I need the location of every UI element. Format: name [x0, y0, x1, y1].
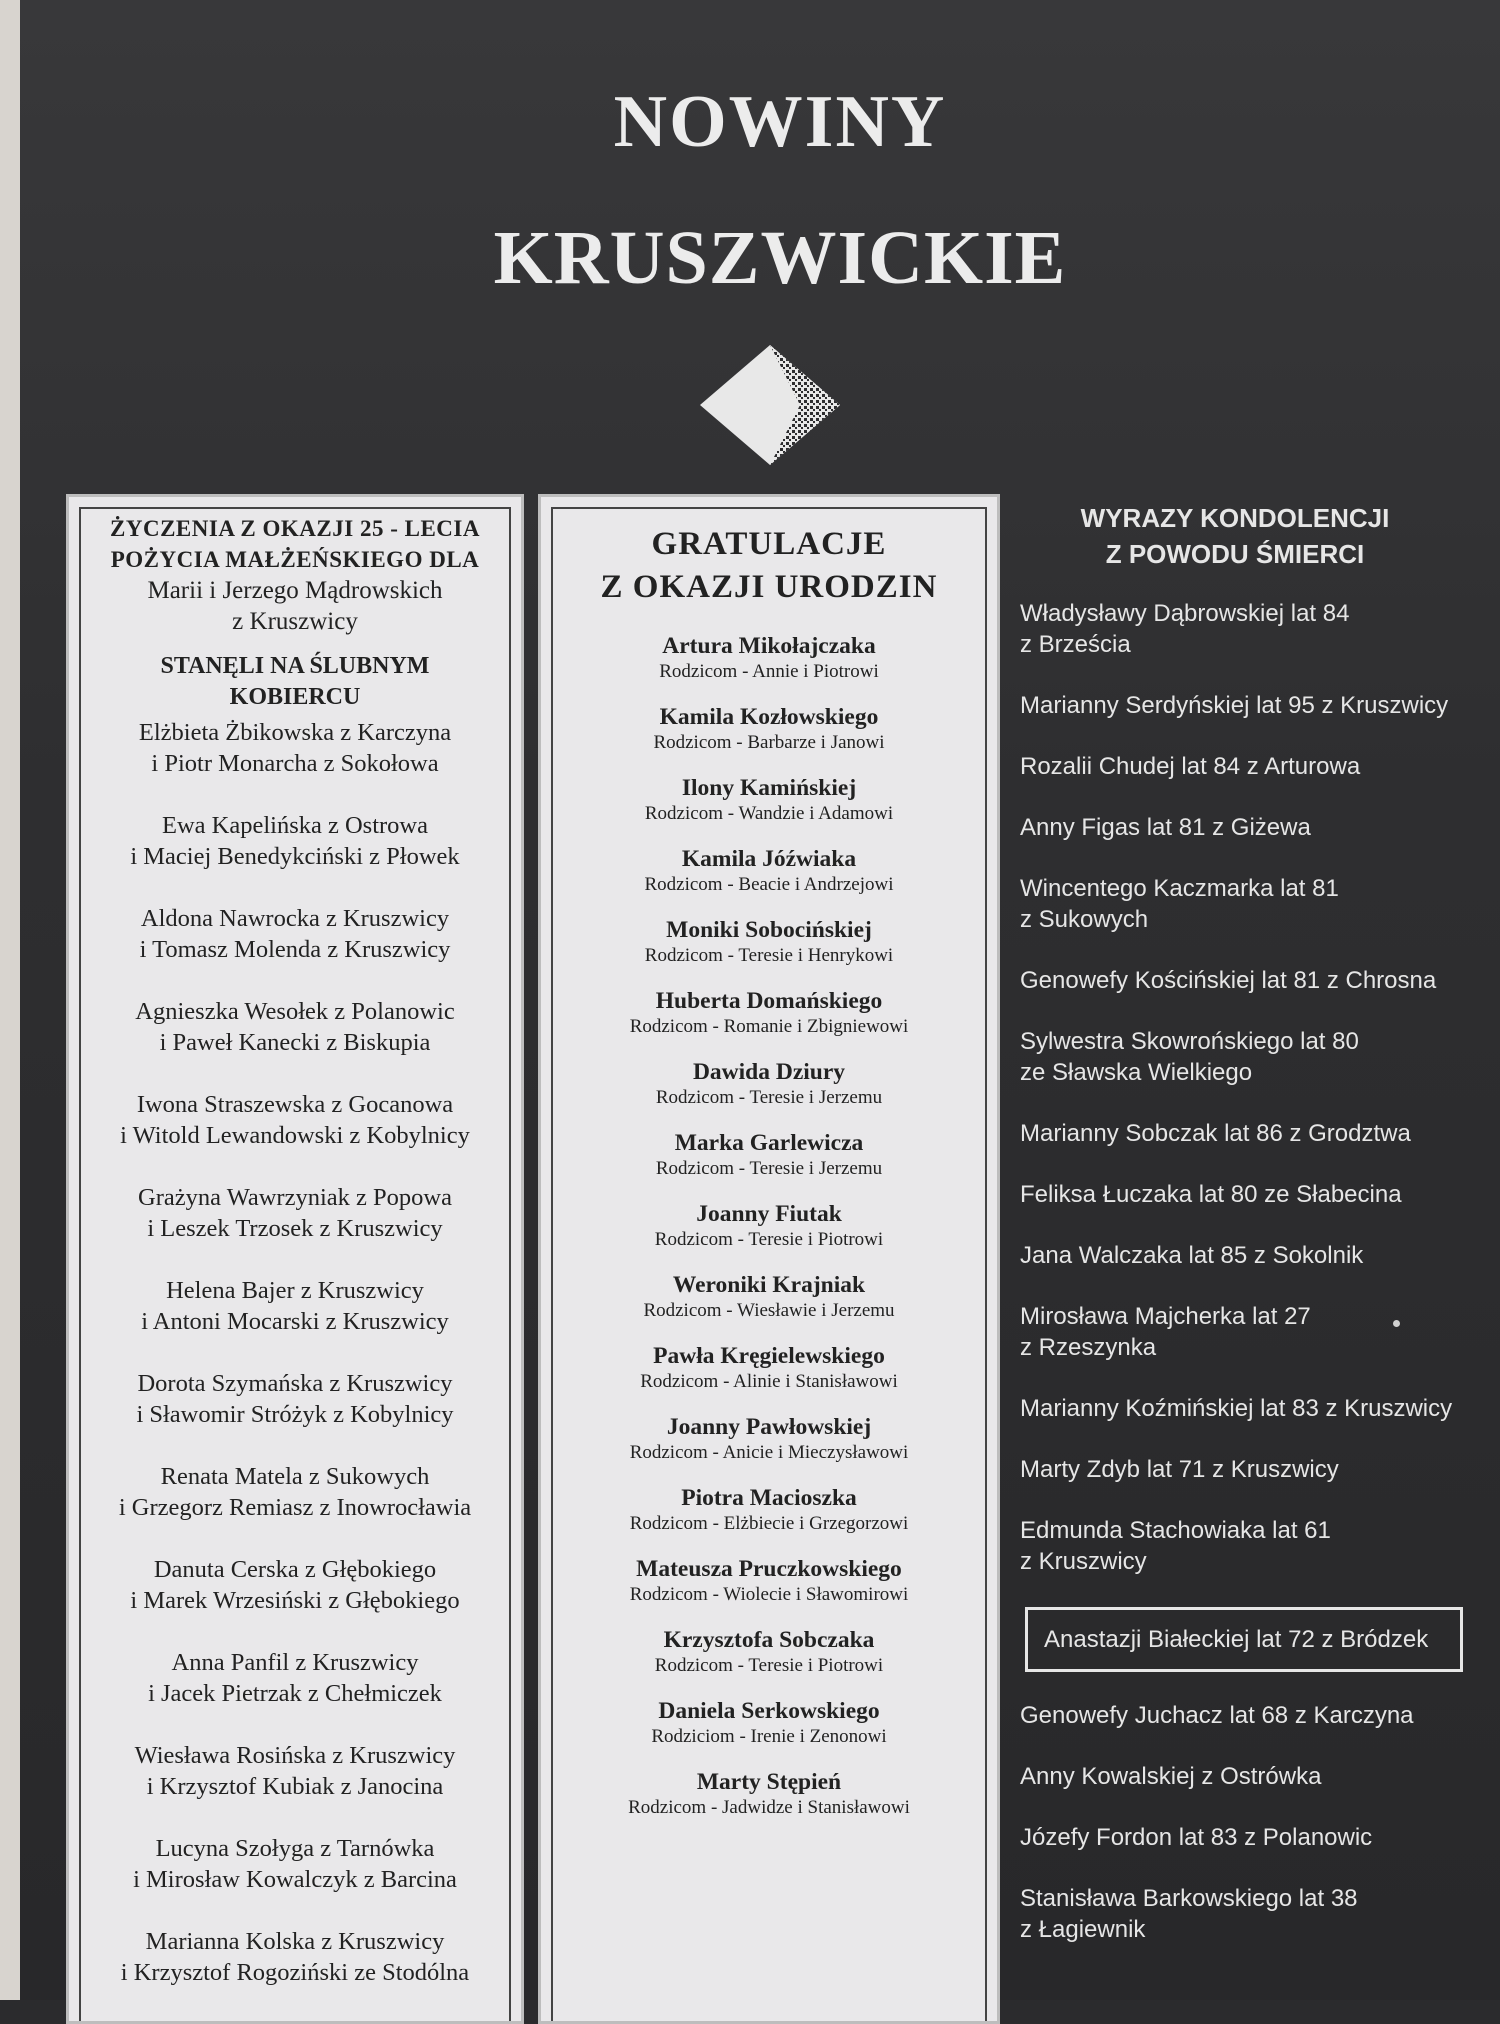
condolence-line2: z Rzeszynka	[1020, 1334, 1157, 1361]
condolence-entry	[1020, 1883, 1490, 1945]
page-edge	[0, 0, 20, 2000]
couple-bride: Ewa Kapelińska z Ostrowa	[161, 812, 428, 839]
couple-entry	[87, 1368, 503, 1430]
birthday-name: Krzysztofa Sobczaka	[663, 1627, 875, 1653]
couple-bride: Anna Panfil z Kruszwicy	[171, 1649, 419, 1676]
masthead-line1: NOWINY	[613, 81, 947, 163]
birthday-entry	[559, 1627, 979, 1678]
couple-entry	[87, 1182, 503, 1244]
birthday-entry	[559, 917, 979, 968]
couple-entry	[87, 1833, 503, 1895]
birthday-name: Artura Mikołajczaka	[662, 633, 876, 659]
condolence-entry	[1020, 965, 1490, 996]
birthday-from: Rodzicom - Teresie i Jerzemu	[655, 1087, 883, 1108]
birthday-entry	[559, 1414, 979, 1465]
condolence-line1: Genowefy Kościńskiej lat 81 z Chrosna	[1020, 967, 1437, 994]
birthday-from: Rodzicom - Teresie i Piotrowi	[654, 1229, 884, 1250]
condolence-line1: Marianny Koźmińskiej lat 83 z Kruszwicy	[1020, 1395, 1453, 1422]
couple-groom: i Krzysztof Kubiak z Janocina	[146, 1773, 444, 1800]
birthday-entry	[559, 1272, 979, 1323]
couple-entry	[87, 1461, 503, 1523]
birthday-entry	[559, 1059, 979, 1110]
couple-bride: Helena Bajer z Kruszwicy	[166, 1277, 424, 1304]
condolences-list	[1020, 598, 1490, 1945]
couple-groom: i Sławomir Stróżyk z Kobylnicy	[136, 1401, 454, 1428]
condolence-entry	[1020, 1179, 1490, 1210]
diamond-logo-icon	[690, 340, 870, 470]
condolence-entry	[1020, 1026, 1490, 1088]
condolence-entry	[1020, 690, 1490, 721]
couple-groom: i Maciej Benedykciński z Płowek	[130, 843, 460, 870]
condolence-line1: Rozalii Chudej lat 84 z Arturowa	[1020, 753, 1361, 780]
birthday-from: Rodzicom - Teresie i Piotrowi	[654, 1655, 884, 1676]
birthday-entry	[559, 988, 979, 1039]
couples-list	[87, 717, 503, 1988]
birthday-name: Ilony Kamińskiej	[681, 775, 857, 801]
couple-bride: Danuta Cerska z Głębokiego	[153, 1556, 437, 1583]
birthdays-title-1: GRATULACJE	[651, 526, 887, 562]
birthday-from: Rodzicom - Anicie i Mieczysławowi	[629, 1442, 909, 1463]
condolences-column	[1020, 500, 1490, 1975]
couple-groom: i Witold Lewandowski z Kobylnicy	[120, 1122, 470, 1149]
birthday-from: Rodzicom - Romanie i Zbigniewowi	[629, 1016, 909, 1037]
birthday-name: Weroniki Krajniak	[672, 1272, 866, 1298]
condolence-line1: Władysławy Dąbrowskiej lat 84	[1020, 600, 1350, 627]
couple-entry	[87, 1554, 503, 1616]
couple-groom: i Grzegorz Remiasz z Inowrocławia	[118, 1494, 472, 1521]
birthday-name: Joanny Fiutak	[696, 1201, 842, 1227]
birthday-name: Marty Stępień	[696, 1769, 842, 1795]
birthday-name: Joanny Pawłowskiej	[666, 1414, 872, 1440]
birthday-from: Rodzicom - Annie i Piotrowi	[659, 661, 879, 682]
condolence-line1: Anny Kowalskiej z Ostrówka	[1020, 1763, 1322, 1790]
condolence-line1: Stanisława Barkowskiego lat 38	[1020, 1885, 1358, 1912]
condolence-entry	[1020, 751, 1490, 782]
anniversary-recipient-1: Marii i Jerzego Mądrowskich	[147, 577, 443, 604]
birthday-name: Dawida Dziury	[692, 1059, 846, 1085]
weddings-title-1: STANĘLI NA ŚLUBNYM	[160, 653, 430, 679]
birthday-entry	[559, 846, 979, 897]
birthday-name: Daniela Serkowskiego	[658, 1698, 880, 1724]
weddings-panel	[66, 494, 524, 2024]
couple-bride: Aldona Nawrocka z Kruszwicy	[140, 905, 450, 932]
condolence-line1: Marianny Sobczak lat 86 z Grodztwa	[1020, 1120, 1411, 1147]
birthday-entry	[559, 775, 979, 826]
couple-groom: i Mirosław Kowalczyk z Barcina	[133, 1866, 457, 1893]
birthday-name: Huberta Domańskiego	[655, 988, 883, 1014]
birthday-entry	[559, 633, 979, 684]
couple-bride: Agnieszka Wesołek z Polanowic	[135, 998, 455, 1025]
birthday-entry	[559, 1485, 979, 1536]
birthday-from: Rodzicom - Wiesławie i Jerzemu	[643, 1300, 895, 1321]
weddings-title-2: KOBIERCU	[229, 684, 361, 710]
birthday-name: Marka Garlewicza	[674, 1130, 864, 1156]
print-speck	[1393, 1320, 1400, 1327]
couple-entry	[87, 1926, 503, 1988]
condolence-line2: z Sukowych	[1020, 906, 1149, 933]
couple-groom: i Marek Wrzesiński z Głębokiego	[130, 1587, 460, 1614]
couple-groom: i Jacek Pietrzak z Chełmiczek	[148, 1680, 442, 1707]
birthday-name: Moniki Sobocińskiej	[666, 917, 872, 943]
couple-groom: i Antoni Mocarski z Kruszwicy	[141, 1308, 449, 1335]
couple-bride: Dorota Szymańska z Kruszwicy	[137, 1370, 453, 1397]
birthday-name: Mateusza Pruczkowskiego	[636, 1556, 902, 1582]
couple-bride: Renata Matela z Sukowych	[160, 1463, 430, 1490]
birthday-entry	[559, 1698, 979, 1749]
couple-bride: Grażyna Wawrzyniak z Popowa	[138, 1184, 452, 1211]
condolence-entry	[1020, 1515, 1490, 1577]
couple-groom: i Tomasz Molenda z Kruszwicy	[139, 936, 451, 963]
couple-entry	[87, 717, 503, 779]
condolence-line2: z Łagiewnik	[1020, 1916, 1146, 1943]
anniversary-recipient-2: z Kruszwicy	[232, 608, 358, 635]
condolence-line1: Edmunda Stachowiaka lat 61	[1020, 1517, 1331, 1544]
masthead-line2: KRUSZWICKIE	[493, 216, 1067, 300]
condolence-entry	[1020, 1700, 1490, 1731]
couple-entry	[87, 1740, 503, 1802]
condolences-title	[1000, 500, 1470, 572]
condolence-line2: z Kruszwicy	[1020, 1548, 1147, 1575]
condolence-line2: ze Sławska Wielkiego	[1020, 1059, 1253, 1086]
birthday-name: Kamila Kozłowskiego	[659, 704, 879, 730]
condolence-line1: Sylwestra Skowrońskiego lat 80	[1020, 1028, 1359, 1055]
couple-entry	[87, 1089, 503, 1151]
couple-entry	[87, 810, 503, 872]
birthday-from: Rodzicom - Beacie i Andrzejowi	[644, 874, 894, 895]
condolence-entry	[1020, 1240, 1490, 1271]
birthday-from: Rodzicom - Teresie i Jerzemu	[655, 1158, 883, 1179]
birthday-from: Rodzicom - Barbarze i Janowi	[653, 732, 885, 753]
couple-entry	[87, 903, 503, 965]
condolence-line1: Marianny Serdyńskiej lat 95 z Kruszwicy	[1020, 692, 1449, 719]
condolence-line1: Mirosława Majcherka lat 27	[1020, 1303, 1311, 1330]
birthday-from: Rodzicom - Teresie i Henrykowi	[644, 945, 894, 966]
birthday-name: Kamila Jóźwiaka	[681, 846, 857, 872]
birthday-from: Rodzicom - Jadwidze i Stanisławowi	[628, 1797, 910, 1818]
birthdays-title-2: Z OKAZJI URODZIN	[600, 569, 938, 605]
condolence-line1: Marty Zdyb lat 71 z Kruszwicy	[1020, 1456, 1339, 1483]
anniversary-heading-1: ŻYCZENIA Z OKAZJI 25 - LECIA	[110, 516, 480, 541]
birthday-from: Rodzicom - Alinie i Stanisławowi	[640, 1371, 898, 1392]
birthday-entry	[559, 1130, 979, 1181]
birthdays-list	[559, 633, 979, 1820]
birthday-entry	[559, 1769, 979, 1820]
condolence-line1: Jana Walczaka lat 85 z Sokolnik	[1020, 1242, 1364, 1269]
couple-bride: Wiesława Rosińska z Kruszwicy	[134, 1742, 456, 1769]
couple-groom: i Paweł Kanecki z Biskupia	[159, 1029, 431, 1056]
couple-entry	[87, 996, 503, 1058]
birthday-from: Rodziciom - Irenie i Zenonowi	[651, 1726, 887, 1747]
condolence-line1: Anny Figas lat 81 z Giżewa	[1020, 814, 1311, 841]
condolence-line1: Wincentego Kaczmarka lat 81	[1020, 875, 1339, 902]
birthday-name: Pawła Kręgielewskiego	[653, 1343, 885, 1369]
condolence-line2: z Brześcia	[1020, 631, 1131, 658]
birthday-name: Piotra Macioszka	[681, 1485, 857, 1511]
birthday-entry	[559, 1201, 979, 1252]
couple-bride: Marianna Kolska z Kruszwicy	[145, 1928, 445, 1955]
couple-bride: Elżbieta Żbikowska z Karczyna	[138, 719, 452, 746]
birthdays-title	[559, 523, 979, 609]
condolence-entry	[1020, 598, 1490, 660]
condolences-title-1: WYRAZY KONDOLENCJI	[1080, 503, 1390, 533]
couple-groom: i Krzysztof Rogoziński ze Stodólna	[120, 1959, 470, 1986]
birthday-from: Rodzicom - Wiolecie i Sławomirowi	[629, 1584, 909, 1605]
couple-groom: i Leszek Trzosek z Kruszwicy	[147, 1215, 443, 1242]
condolence-entry	[1020, 873, 1490, 935]
condolence-entry	[1020, 1301, 1490, 1363]
condolence-entry	[1020, 1822, 1490, 1853]
anniversary-heading-2: POŻYCIA MAŁŻEŃSKIEGO DLA	[110, 547, 480, 572]
condolence-line1: Feliksa Łuczaka lat 80 ze Słabecina	[1020, 1181, 1402, 1208]
condolence-line1: Józefy Fordon lat 83 z Polanowic	[1020, 1824, 1373, 1851]
couple-bride: Iwona Straszewska z Gocanowa	[136, 1091, 454, 1118]
condolence-framed: Anastazji Białeckiej lat 72 z Bródzek	[1025, 1607, 1463, 1672]
condolence-entry	[1020, 1761, 1490, 1792]
couple-bride: Lucyna Szołyga z Tarnówka	[155, 1835, 435, 1862]
birthday-entry	[559, 704, 979, 755]
couple-groom: i Piotr Monarcha z Sokołowa	[151, 750, 439, 777]
couple-entry	[87, 1647, 503, 1709]
condolence-entry	[1020, 1393, 1490, 1424]
weddings-title	[87, 651, 503, 713]
birthdays-panel	[538, 494, 1000, 2024]
couple-entry	[87, 1275, 503, 1337]
birthday-entry	[559, 1343, 979, 1394]
birthday-from: Rodzicom - Elżbiecie i Grzegorzowi	[629, 1513, 909, 1534]
condolences-title-2: Z POWODU ŚMIERCI	[1105, 539, 1365, 569]
condolence-entry	[1020, 812, 1490, 843]
birthday-entry	[559, 1556, 979, 1607]
condolence-entry	[1020, 1454, 1490, 1485]
condolence-line1: Genowefy Juchacz lat 68 z Karczyna	[1020, 1702, 1414, 1729]
birthday-from: Rodzicom - Wandzie i Adamowi	[644, 803, 894, 824]
condolence-entry	[1020, 1118, 1490, 1149]
